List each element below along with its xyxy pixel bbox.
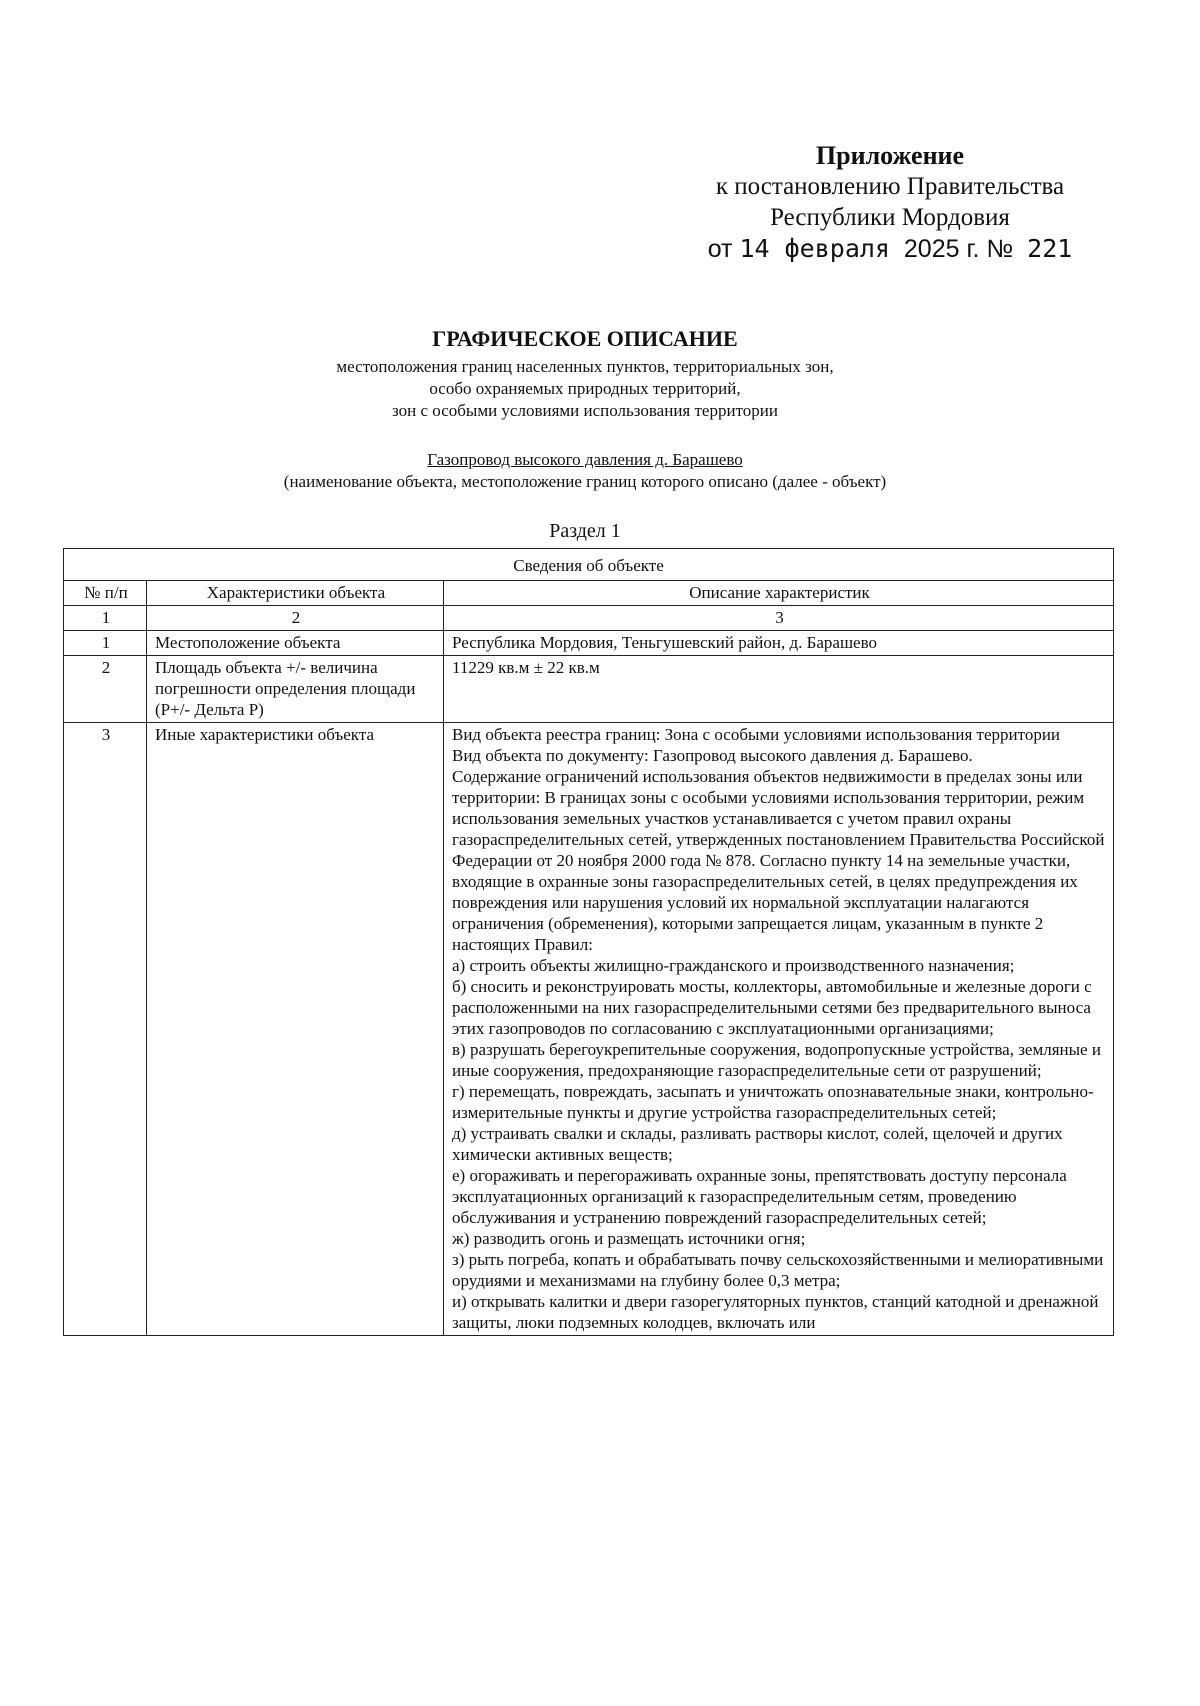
header-description: Описание характеристик — [444, 581, 1114, 606]
section-title: Раздел 1 — [549, 520, 621, 542]
row-description — [444, 723, 1114, 1336]
object-name-block — [60, 449, 1110, 493]
header-number: № п/п — [64, 581, 147, 606]
object-name: Газопровод высокого давления д. Барашево — [427, 450, 743, 469]
row-characteristic: Местоположение объекта — [147, 631, 444, 656]
description-line: Содержание ограничений использования объектов недвижимости в пределах зоны или территории: В границах зоны с особыми условиями использования территории, режим использования земельных участков устанавливается с учетом правил охраны газораспределительных сетей, утвержденных постановлением Правительства Российской Федерации от 20 ноября 2000 года № 878. Согласно пункту 14 на земельные участки, входящие в охранные зоны газораспределительных сетей, в целях предупреждения их повреждения или нарушения условий их нормальной эксплуатации налагаются ограничения (обременения), которыми запрещается лицам, указанным в пункте 2 настоящих Правил: — [452, 767, 1105, 954]
description-line: б) сносить и реконструировать мосты, коллекторы, автомобильные и железные дороги с расположенными на них газораспределительными сетями без предварительного выноса этих газопроводов по согласованию с эксплуатационными организациями; — [452, 977, 1092, 1038]
row-description: 11229 кв.м ± 22 кв.м — [444, 656, 1114, 723]
row-characteristic: Площадь объекта +/- величина погрешности определения площади (Р+/- Дельта Р) — [147, 656, 444, 723]
column-number: 2 — [147, 606, 444, 631]
object-info-table — [63, 548, 1114, 1336]
description-line: и) открывать калитки и двери газорегуляторных пунктов, станций катодной и дренажной защиты, люки подземных колодцев, включать или — [452, 1292, 1099, 1332]
description-line: Вид объекта реестра границ: Зона с особыми условиями использования территории — [452, 725, 1061, 744]
table-row — [64, 656, 1114, 723]
description-line: Вид объекта по документу: Газопровод высокого давления д. Барашево. — [452, 746, 973, 765]
row-number: 1 — [64, 631, 147, 656]
date-prefix: от — [707, 235, 733, 263]
table-header-row — [64, 581, 1114, 606]
table-row — [64, 723, 1114, 1336]
date-number: 221 — [1027, 234, 1073, 263]
row-description: Республика Мордовия, Теньгушевский район, д. Барашево — [444, 631, 1114, 656]
description-line: ж) разводить огонь и размещать источники огня; — [452, 1229, 806, 1248]
column-number: 3 — [444, 606, 1114, 631]
object-name-caption: (наименование объекта, местоположение границ которого описано (далее - объект) — [283, 472, 887, 491]
subtitle-line: местоположения границ населенных пунктов, территориальных зон, — [336, 357, 834, 376]
appendix-title: Приложение — [815, 141, 965, 170]
row-number: 3 — [64, 723, 147, 1336]
description-line: а) строить объекты жилищно-гражданского и производственного назначения; — [452, 956, 1015, 975]
date-day-month: 14 февраля — [739, 234, 890, 263]
description-line: д) устраивать свалки и склады, разливать растворы кислот, солей, щелочей и других химически активных веществ; — [452, 1124, 1063, 1164]
description-line: г) перемещать, повреждать, засыпать и уничтожать опознавательные знаки, контрольно-измерительные пункты и другие устройства газораспределительных сетей; — [452, 1082, 1094, 1122]
header-characteristic: Характеристики объекта — [147, 581, 444, 606]
date-year: 2025 г. № — [903, 235, 1014, 263]
document-title: ГРАФИЧЕСКОЕ ОПИСАНИЕ — [432, 326, 738, 351]
subtitle-line: зон с особыми условиями использования территории — [392, 401, 778, 420]
appendix-line-1: к постановлению Правительства — [715, 173, 1065, 200]
subtitle-line: особо охраняемых природных территорий, — [429, 379, 741, 398]
appendix-block — [660, 140, 1120, 265]
appendix-line-2: Республики Мордовия — [770, 204, 1010, 231]
table-row — [64, 631, 1114, 656]
table-title-row — [64, 549, 1114, 581]
row-number: 2 — [64, 656, 147, 723]
row-characteristic: Иные характеристики объекта — [147, 723, 444, 1336]
description-line: з) рыть погреба, копать и обрабатывать почву сельскохозяйственными и мелиоративными орудиями и механизмами на глубину более 0,3 метра; — [452, 1250, 1104, 1290]
description-line: в) разрушать берегоукрепительные сооружения, водопропускные устройства, земляные и иные сооружения, предохраняющие газораспределительные сети от разрушений; — [452, 1040, 1101, 1080]
appendix-date — [660, 233, 1120, 265]
column-number: 1 — [64, 606, 147, 631]
document-subtitle — [60, 356, 1110, 422]
description-line: е) огораживать и перегораживать охранные зоны, препятствовать доступу персонала эксплуатационных организаций к газораспределительным сетям, проведению обслуживания и устранению повреждений газораспределительных сетей; — [452, 1166, 1067, 1227]
column-number-row — [64, 606, 1114, 631]
table-title: Сведения об объекте — [64, 549, 1114, 581]
